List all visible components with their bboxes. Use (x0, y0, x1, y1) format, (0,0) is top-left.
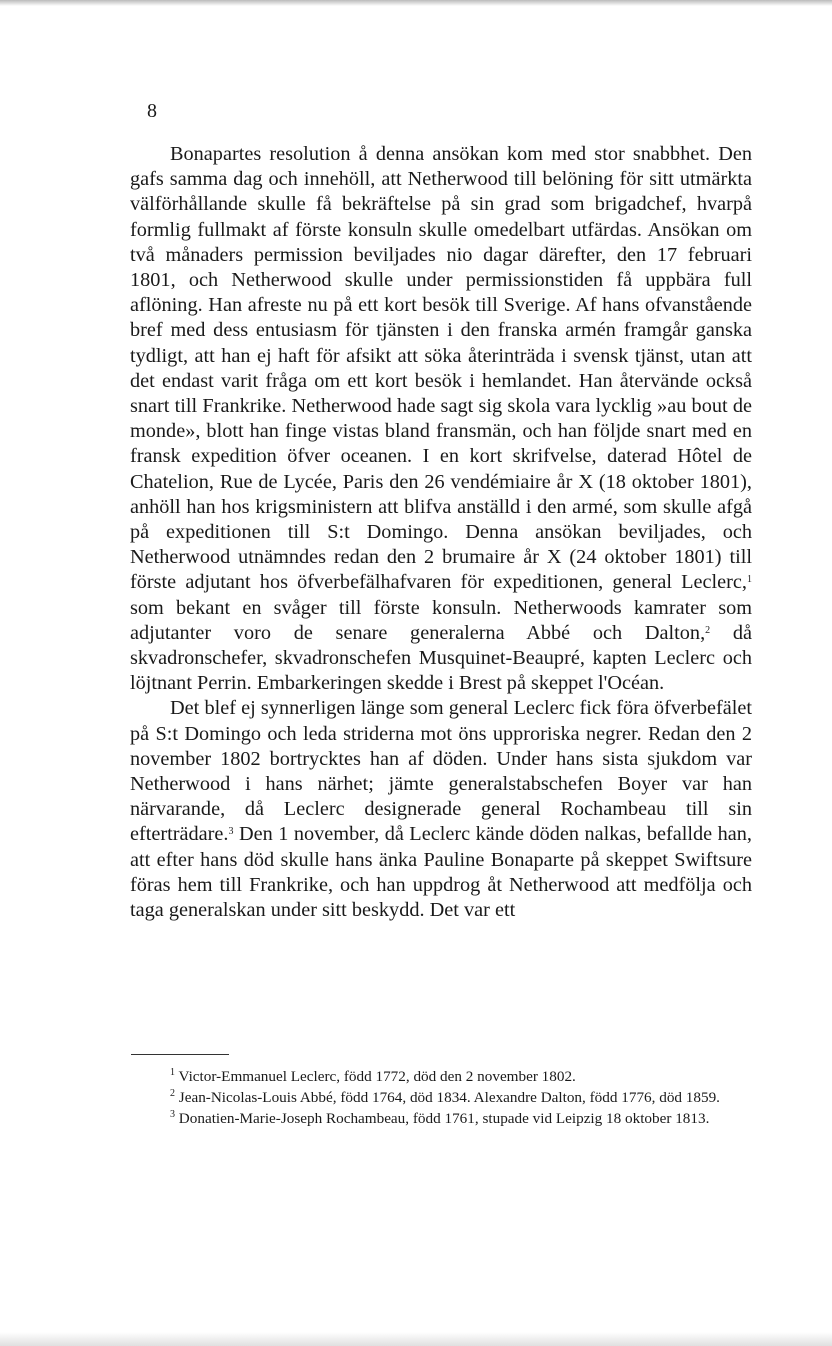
footnote-ref-3: 3 (228, 826, 234, 838)
paragraph-2 (130, 696, 752, 923)
body-text (130, 142, 752, 923)
footnote-ref-2: 2 (705, 624, 711, 636)
footnote-ref-1: 1 (747, 574, 752, 586)
page-number: 8 (147, 100, 157, 122)
paragraph-1-text-c: då skvadronschefer, skvadronschefen Musquinet-Beaupré, kapten Leclerc och löjtnant Perrin. Embarkeringen skedde i Brest på skeppet l'Océan. (130, 621, 752, 695)
paragraph-2-text-b: Den 1 november, då Leclerc kände döden nalkas, befallde han, att efter hans död skulle hans änka Pauline Bonaparte på skeppet Swiftsure föras hem till Frankrike, och han uppdrog åt Netherwood att medfölja och taga generalskan under sitt beskydd. Det var ett (130, 823, 752, 922)
scan-edge-top (0, 0, 832, 6)
footnote-marker-3: 3 (170, 1109, 175, 1120)
footnote-1-text: Victor-Emmanuel Leclerc, född 1772, död den 2 november 1802. (175, 1068, 576, 1085)
paragraph-1-text-a: Bonapartes resolution å denna ansökan kom med stor snabbhet. Den gafs samma dag och innehöll, att Netherwood till belöning för sitt utmärkta välförhållande skulle få bekräftelse på sin grad som brigadchef, hvarpå formlig fullmakt af förste konsuln skulle omedelbart utfärdas. Ansökan om två månaders permission beviljades nio dagar därefter, den 17 februari 1801, och Netherwood skulle under permissionstiden få uppbära full aflöning. Han afreste nu på ett kort besök till Sverige. Af hans ofvanstående bref med dess entusiasm för tjänsten i den franska armén framgår ganska tydligt, att han ej haft för afsikt att söka återinträda i svensk tjänst, utan att det endast varit fråga om ett kort besök i hemlandet. Han återvände också snart till Frankrike. Netherwood hade sagt sig skola vara lycklig »au bout de monde», blott han finge vistas bland fransmän, och han följde snart med en fransk expedition öfver oceanen. I en kort skrifvelse, daterad Hôtel de Chatelion, Rue de Lycée, Paris den 26 vendémiaire år X (18 oktober 1801), anhöll han hos krigsministern att blifva anställd i den armé, som skulle afgå på expeditionen till S:t Domingo. Denna ansökan beviljades, och Netherwood utnämndes redan den 2 brumaire år X (24 oktober 1801) till förste adjutant hos öfverbefälhafvaren för expeditionen, general Leclerc, (130, 143, 752, 594)
paragraph-1 (130, 142, 752, 696)
footnotes (130, 1066, 752, 1129)
paragraph-1-text-b: som bekant en svåger till förste konsuln. Netherwoods kamrater som adjutanter voro de senare generalerna Abbé och Dalton, (130, 596, 752, 644)
footnote-separator (131, 1054, 229, 1055)
footnote-3 (130, 1108, 752, 1129)
footnote-1 (130, 1066, 752, 1087)
footnote-2-text: Jean-Nicolas-Louis Abbé, född 1764, död 1834. Alexandre Dalton, född 1776, död 1859. (175, 1089, 720, 1106)
scan-edge-bottom (0, 1332, 832, 1346)
footnote-2 (130, 1087, 752, 1108)
footnote-marker-2: 2 (170, 1088, 175, 1099)
footnote-marker-1: 1 (170, 1067, 175, 1078)
footnote-3-text: Donatien-Marie-Joseph Rochambeau, född 1761, stupade vid Leipzig 18 oktober 1813. (175, 1110, 710, 1127)
paragraph-2-text-a: Det blef ej synnerligen länge som general Leclerc fick föra öfverbefälet på S:t Domingo och leda striderna mot öns upproriska negrer. Redan den 2 november 1802 bortrycktes han af döden. Under hans sista sjukdom var Netherwood i hans närhet; jämte generalstabschefen Boyer var han närvarande, då Leclerc designerade general Rochambeau till sin efterträdare. (130, 697, 752, 846)
